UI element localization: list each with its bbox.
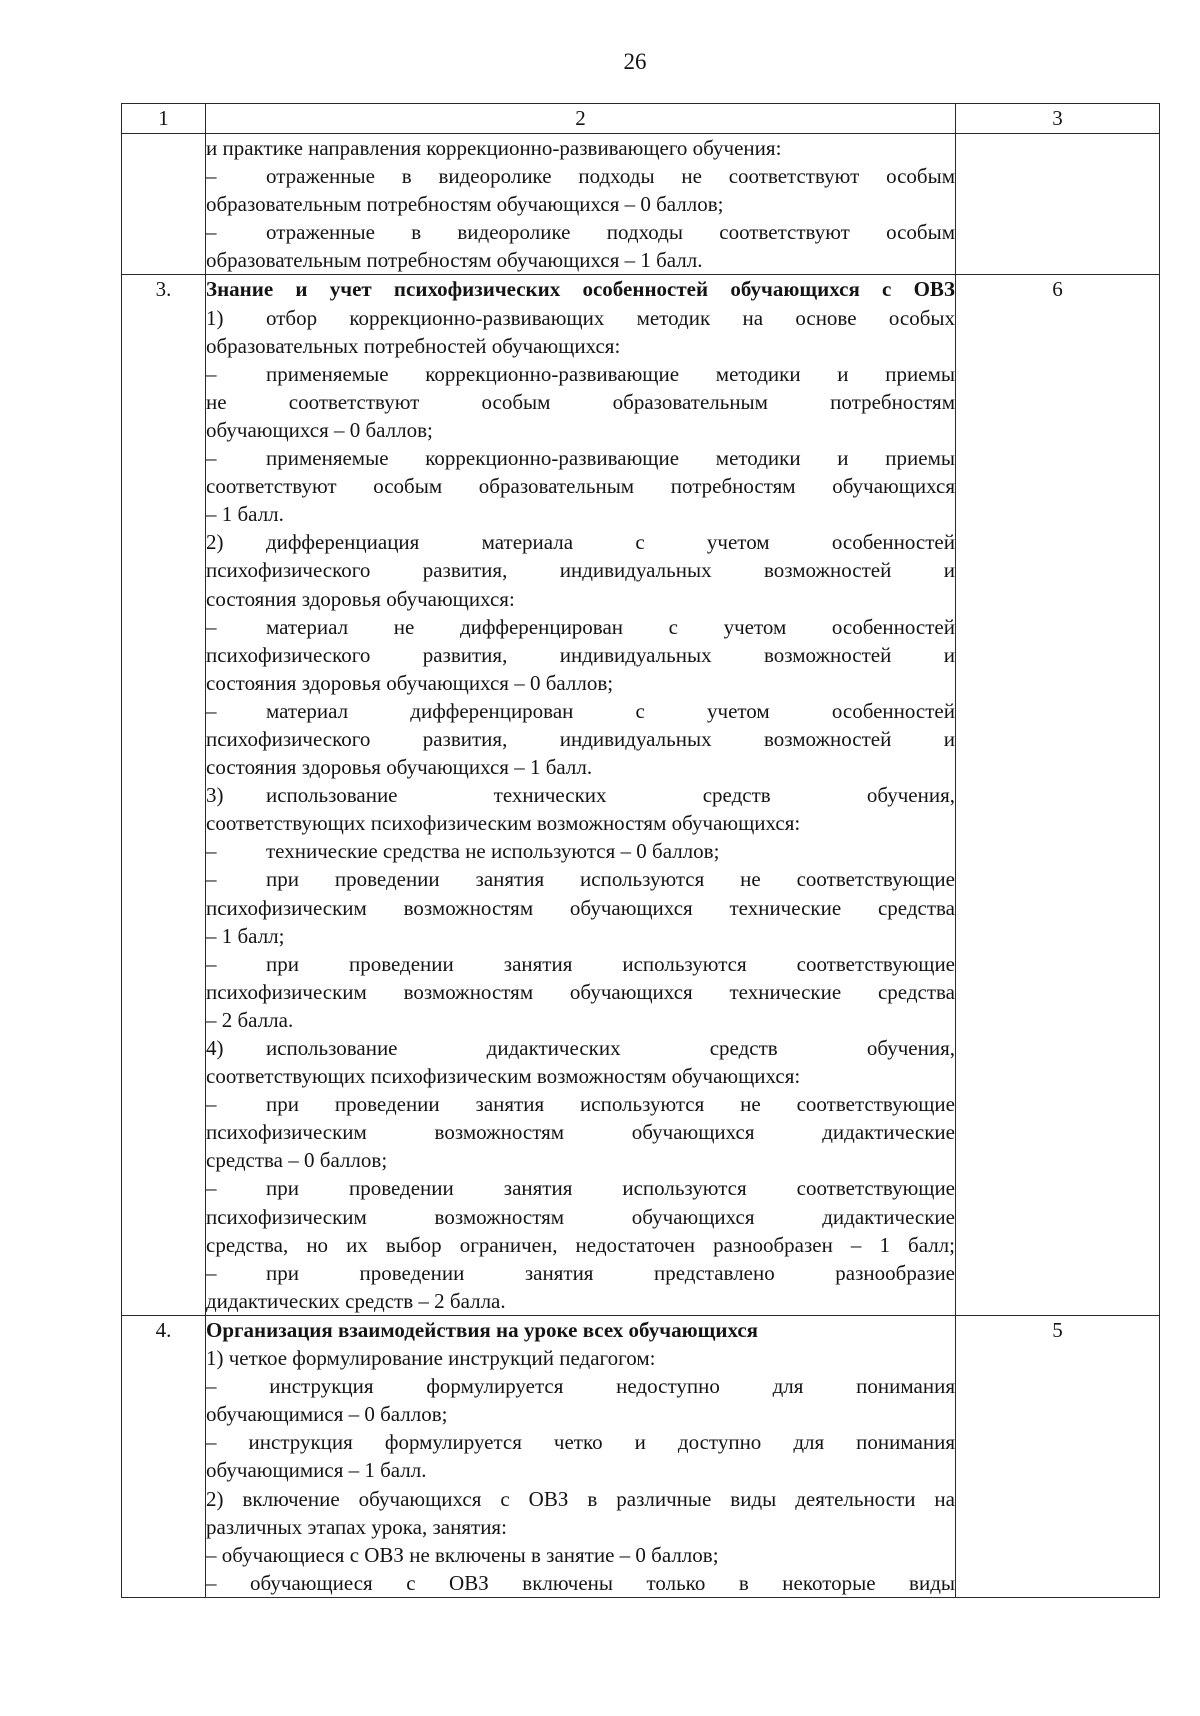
list-marker: 1) (206, 305, 224, 330)
list-marker: – (206, 839, 217, 864)
text-line (206, 1118, 955, 1146)
list-marker: – (206, 164, 217, 189)
line-text: психофизическим возможностям обучающихся дидактические (206, 1204, 955, 1229)
text-line (206, 1034, 955, 1062)
text-line (206, 781, 955, 809)
line-text: технические средства не используются – 0 баллов; (266, 839, 720, 864)
text-line (206, 669, 955, 697)
list-marker: 4) (206, 1036, 224, 1060)
text-line (206, 1259, 955, 1287)
criterion-text (206, 275, 956, 1315)
text-line (206, 500, 955, 528)
text-line (206, 1569, 955, 1597)
line-text: состояния здоровья обучающихся – 0 баллов; (206, 670, 614, 695)
text-line (206, 725, 955, 753)
line-text: различных этапах урока, занятия: (206, 1514, 507, 1539)
text-line (206, 218, 955, 246)
line-text: соответствующих психофизическим возможностям обучающихся: (206, 811, 801, 836)
criterion-title (206, 1316, 955, 1344)
line-text: применяемые коррекционно-развивающие методики и приемы (266, 446, 955, 471)
list-marker: – (206, 1176, 217, 1201)
list-marker: – (206, 220, 217, 245)
line-text: применяемые коррекционно-развивающие методики и приемы (266, 361, 955, 386)
text-line (206, 1485, 955, 1513)
line-text: Знание и учет психофизических особенностей обучающихся с ОВЗ (206, 277, 955, 302)
row-number (122, 134, 206, 275)
text-line (206, 1400, 955, 1428)
line-text: психофизическим возможностям обучающихся технические средства (206, 979, 955, 1004)
criteria-table (121, 103, 1160, 1598)
column-header-1: 1 (122, 104, 206, 134)
text-line (206, 528, 955, 556)
text-line (206, 1456, 955, 1484)
line-text: обучающихся – 0 баллов; (206, 417, 433, 442)
table-row (122, 1315, 1160, 1597)
text-line (206, 809, 955, 837)
line-text: дидактических средств – 2 балла. (206, 1288, 506, 1313)
line-text: при проведении занятия используются соответствующие (266, 1176, 955, 1201)
column-header-2: 2 (206, 104, 956, 134)
line-text: образовательных потребностей обучающихся: (206, 333, 621, 358)
line-text: при проведении занятия представлено разнообразие (266, 1260, 955, 1285)
text-line (206, 134, 955, 162)
line-text: 1) четкое формулирование инструкций педагогом: (206, 1346, 656, 1371)
text-line (206, 1146, 955, 1174)
line-text: – 2 балла. (206, 1007, 294, 1032)
text-line (206, 1231, 955, 1259)
line-text: средства, но их выбор ограничен, недостаточен разнообразен – 1 балл; (206, 1232, 955, 1257)
line-text: психофизического развития, индивидуальных возможностей и (206, 726, 955, 751)
list-marker: – (206, 361, 217, 386)
list-marker: – (206, 951, 217, 976)
text-line (206, 837, 955, 865)
text-line (206, 1090, 955, 1118)
row-number: 3. (122, 275, 206, 1315)
text-line (206, 950, 955, 978)
table-row (122, 134, 1160, 275)
text-line (206, 697, 955, 725)
text-line (206, 246, 955, 274)
text-line (206, 388, 955, 416)
text-line (206, 1541, 955, 1569)
line-text: отраженные в видеоролике подходы соответствуют особым (266, 220, 955, 245)
text-line (206, 1287, 955, 1315)
line-text: использование дидактических средств обучения, (266, 1036, 955, 1060)
line-text: Организация взаимодействия на уроке всех обучающихся (206, 1317, 759, 1342)
list-marker: – (206, 867, 217, 892)
line-text: отраженные в видеоролике подходы не соответствуют особым (266, 164, 955, 189)
line-text: соответствующих психофизическим возможностям обучающихся: (206, 1064, 801, 1089)
list-marker: – (206, 446, 217, 471)
text-line (206, 162, 955, 190)
criterion-text (206, 134, 956, 275)
line-text: психофизическим возможностям обучающихся технические средства (206, 895, 955, 920)
line-text: использование технических средств обучения, (266, 783, 955, 808)
criterion-title (206, 275, 955, 303)
line-text: соответствуют особым образовательным потребностям обучающихся (206, 474, 955, 499)
text-line (206, 894, 955, 922)
line-text: психофизического развития, индивидуальных возможностей и (206, 642, 955, 667)
criterion-text (206, 1315, 956, 1597)
line-text: – обучающиеся с ОВЗ включены только в некоторые виды (206, 1570, 955, 1595)
line-text: дифференциация материала с учетом особенностей (266, 530, 955, 555)
table-header-row (122, 104, 1160, 134)
list-marker: – (206, 614, 217, 639)
max-points (956, 134, 1160, 275)
line-text: 2) включение обучающихся с ОВЗ в различные виды деятельности на (206, 1486, 955, 1511)
line-text: при проведении занятия используются соответствующие (266, 951, 955, 976)
text-line (206, 1203, 955, 1231)
column-header-3: 3 (956, 104, 1160, 134)
text-line (206, 416, 955, 444)
table-row (122, 275, 1160, 1315)
list-marker: – (206, 698, 217, 723)
line-text: средства – 0 баллов; (206, 1148, 388, 1173)
max-points: 6 (956, 275, 1160, 1315)
text-line (206, 1513, 955, 1541)
line-text: не соответствуют особым образовательным потребностям (206, 389, 955, 414)
list-marker: 3) (206, 783, 224, 808)
text-line (206, 360, 955, 388)
text-line (206, 585, 955, 613)
line-text: психофизического развития, индивидуальных возможностей и (206, 558, 955, 583)
line-text: образовательным потребностям обучающихся – 0 баллов; (206, 192, 724, 217)
line-text: состояния здоровья обучающихся: (206, 586, 515, 611)
page-number: 26 (623, 49, 647, 74)
line-text: – обучающиеся с ОВЗ не включены в занятие – 0 баллов; (206, 1542, 719, 1567)
text-line (206, 1344, 955, 1372)
text-line (206, 1174, 955, 1202)
line-text: – инструкция формулируется недоступно для понимания (206, 1374, 955, 1399)
text-line (206, 1372, 955, 1400)
line-text: психофизическим возможностям обучающихся дидактические (206, 1120, 955, 1145)
text-line (206, 978, 955, 1006)
text-line (206, 1062, 955, 1090)
list-marker: – (206, 1092, 217, 1117)
text-line (206, 922, 955, 950)
line-text: – 1 балл. (206, 502, 284, 527)
line-text: обучающимися – 0 баллов; (206, 1402, 448, 1427)
line-text: материал дифференцирован с учетом особенностей (266, 698, 955, 723)
line-text: при проведении занятия используются не соответствующие (266, 1092, 955, 1117)
text-line (206, 444, 955, 472)
line-text: при проведении занятия используются не соответствующие (266, 867, 955, 892)
list-marker: – (206, 1260, 217, 1285)
line-text: материал не дифференцирован с учетом особенностей (266, 614, 955, 639)
text-line (206, 613, 955, 641)
text-line (206, 641, 955, 669)
text-line (206, 556, 955, 584)
text-line (206, 1006, 955, 1034)
text-line (206, 190, 955, 218)
text-line (206, 304, 955, 332)
line-text: – 1 балл; (206, 923, 285, 948)
text-line (206, 332, 955, 360)
line-text: и практике направления коррекционно-развивающего обучения: (206, 136, 782, 160)
line-text: обучающимися – 1 балл. (206, 1458, 427, 1483)
line-text: образовательным потребностям обучающихся – 1 балл. (206, 248, 703, 273)
row-number: 4. (122, 1315, 206, 1597)
text-line (206, 1428, 955, 1456)
text-line (206, 865, 955, 893)
line-text: состояния здоровья обучающихся – 1 балл. (206, 755, 593, 780)
list-marker: 2) (206, 530, 224, 555)
max-points: 5 (956, 1315, 1160, 1597)
line-text: отбор коррекционно-развивающих методик на основе особых (266, 305, 955, 330)
line-text: – инструкция формулируется четко и доступно для понимания (206, 1430, 955, 1455)
text-line (206, 472, 955, 500)
text-line (206, 753, 955, 781)
